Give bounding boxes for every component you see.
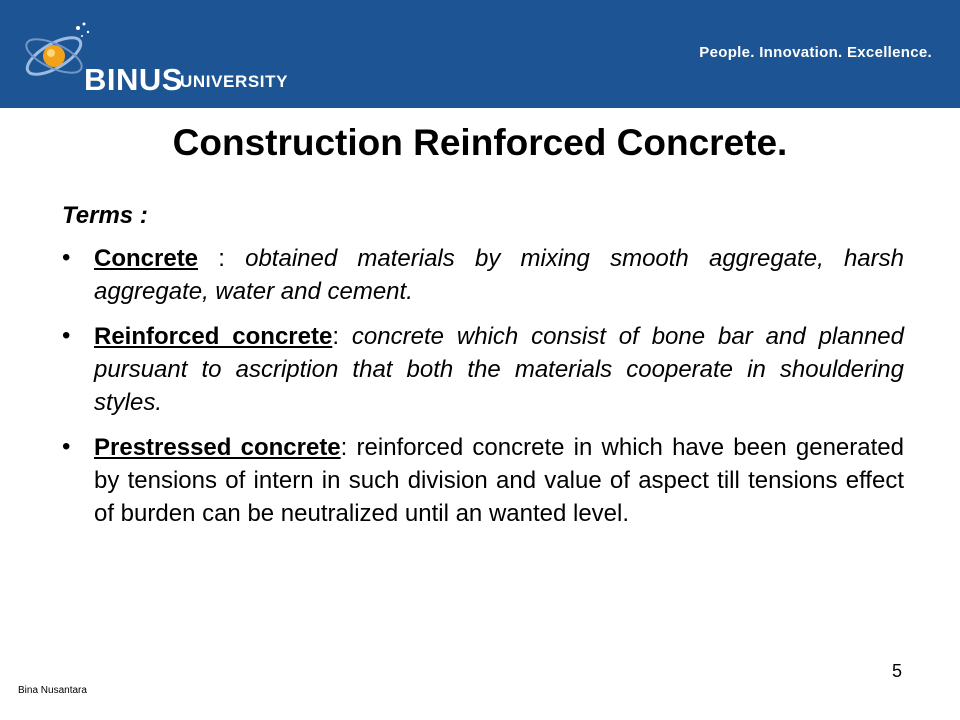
term-definition: reinforced concrete in which have been generated by tensions of intern in such division and value of aspect till tensions effect of burden can be neutralized until an wanted level. [94, 434, 904, 527]
term-label: Prestressed concrete [94, 434, 341, 461]
slide-title: Construction Reinforced Concrete. [172, 122, 788, 163]
header-banner [0, 0, 960, 108]
term-separator: : [340, 434, 357, 461]
brand-suffix: UNIVERSITY [180, 72, 289, 91]
bullet-dot: • [62, 244, 71, 271]
bullet-item-reinforced-concrete [62, 320, 904, 419]
brand-name: BINUS [84, 62, 183, 97]
term-definition: obtained materials by mixing smooth aggregate, harsh aggregate, water and cement. [94, 245, 904, 305]
term-separator: : [198, 245, 246, 272]
tagline: People. Innovation. Excellence. [699, 44, 932, 61]
term-definition: concrete which consist of bone bar and planned pursuant to ascription that both the materials cooperate in shouldering styles. [94, 323, 904, 416]
slide-content [62, 200, 904, 542]
terms-heading: Terms : [62, 202, 148, 229]
binus-logo [18, 12, 308, 102]
bullet-item-concrete [62, 242, 904, 308]
term-label: Reinforced concrete [94, 323, 333, 350]
bullet-dot: • [62, 433, 71, 460]
footer-text: Bina Nusantara [18, 685, 87, 696]
bullet-item-prestressed-concrete [62, 431, 904, 530]
term-separator: : [332, 323, 352, 350]
bullet-dot: • [62, 322, 71, 349]
page-number: 5 [891, 661, 902, 681]
term-label: Concrete [94, 245, 199, 272]
